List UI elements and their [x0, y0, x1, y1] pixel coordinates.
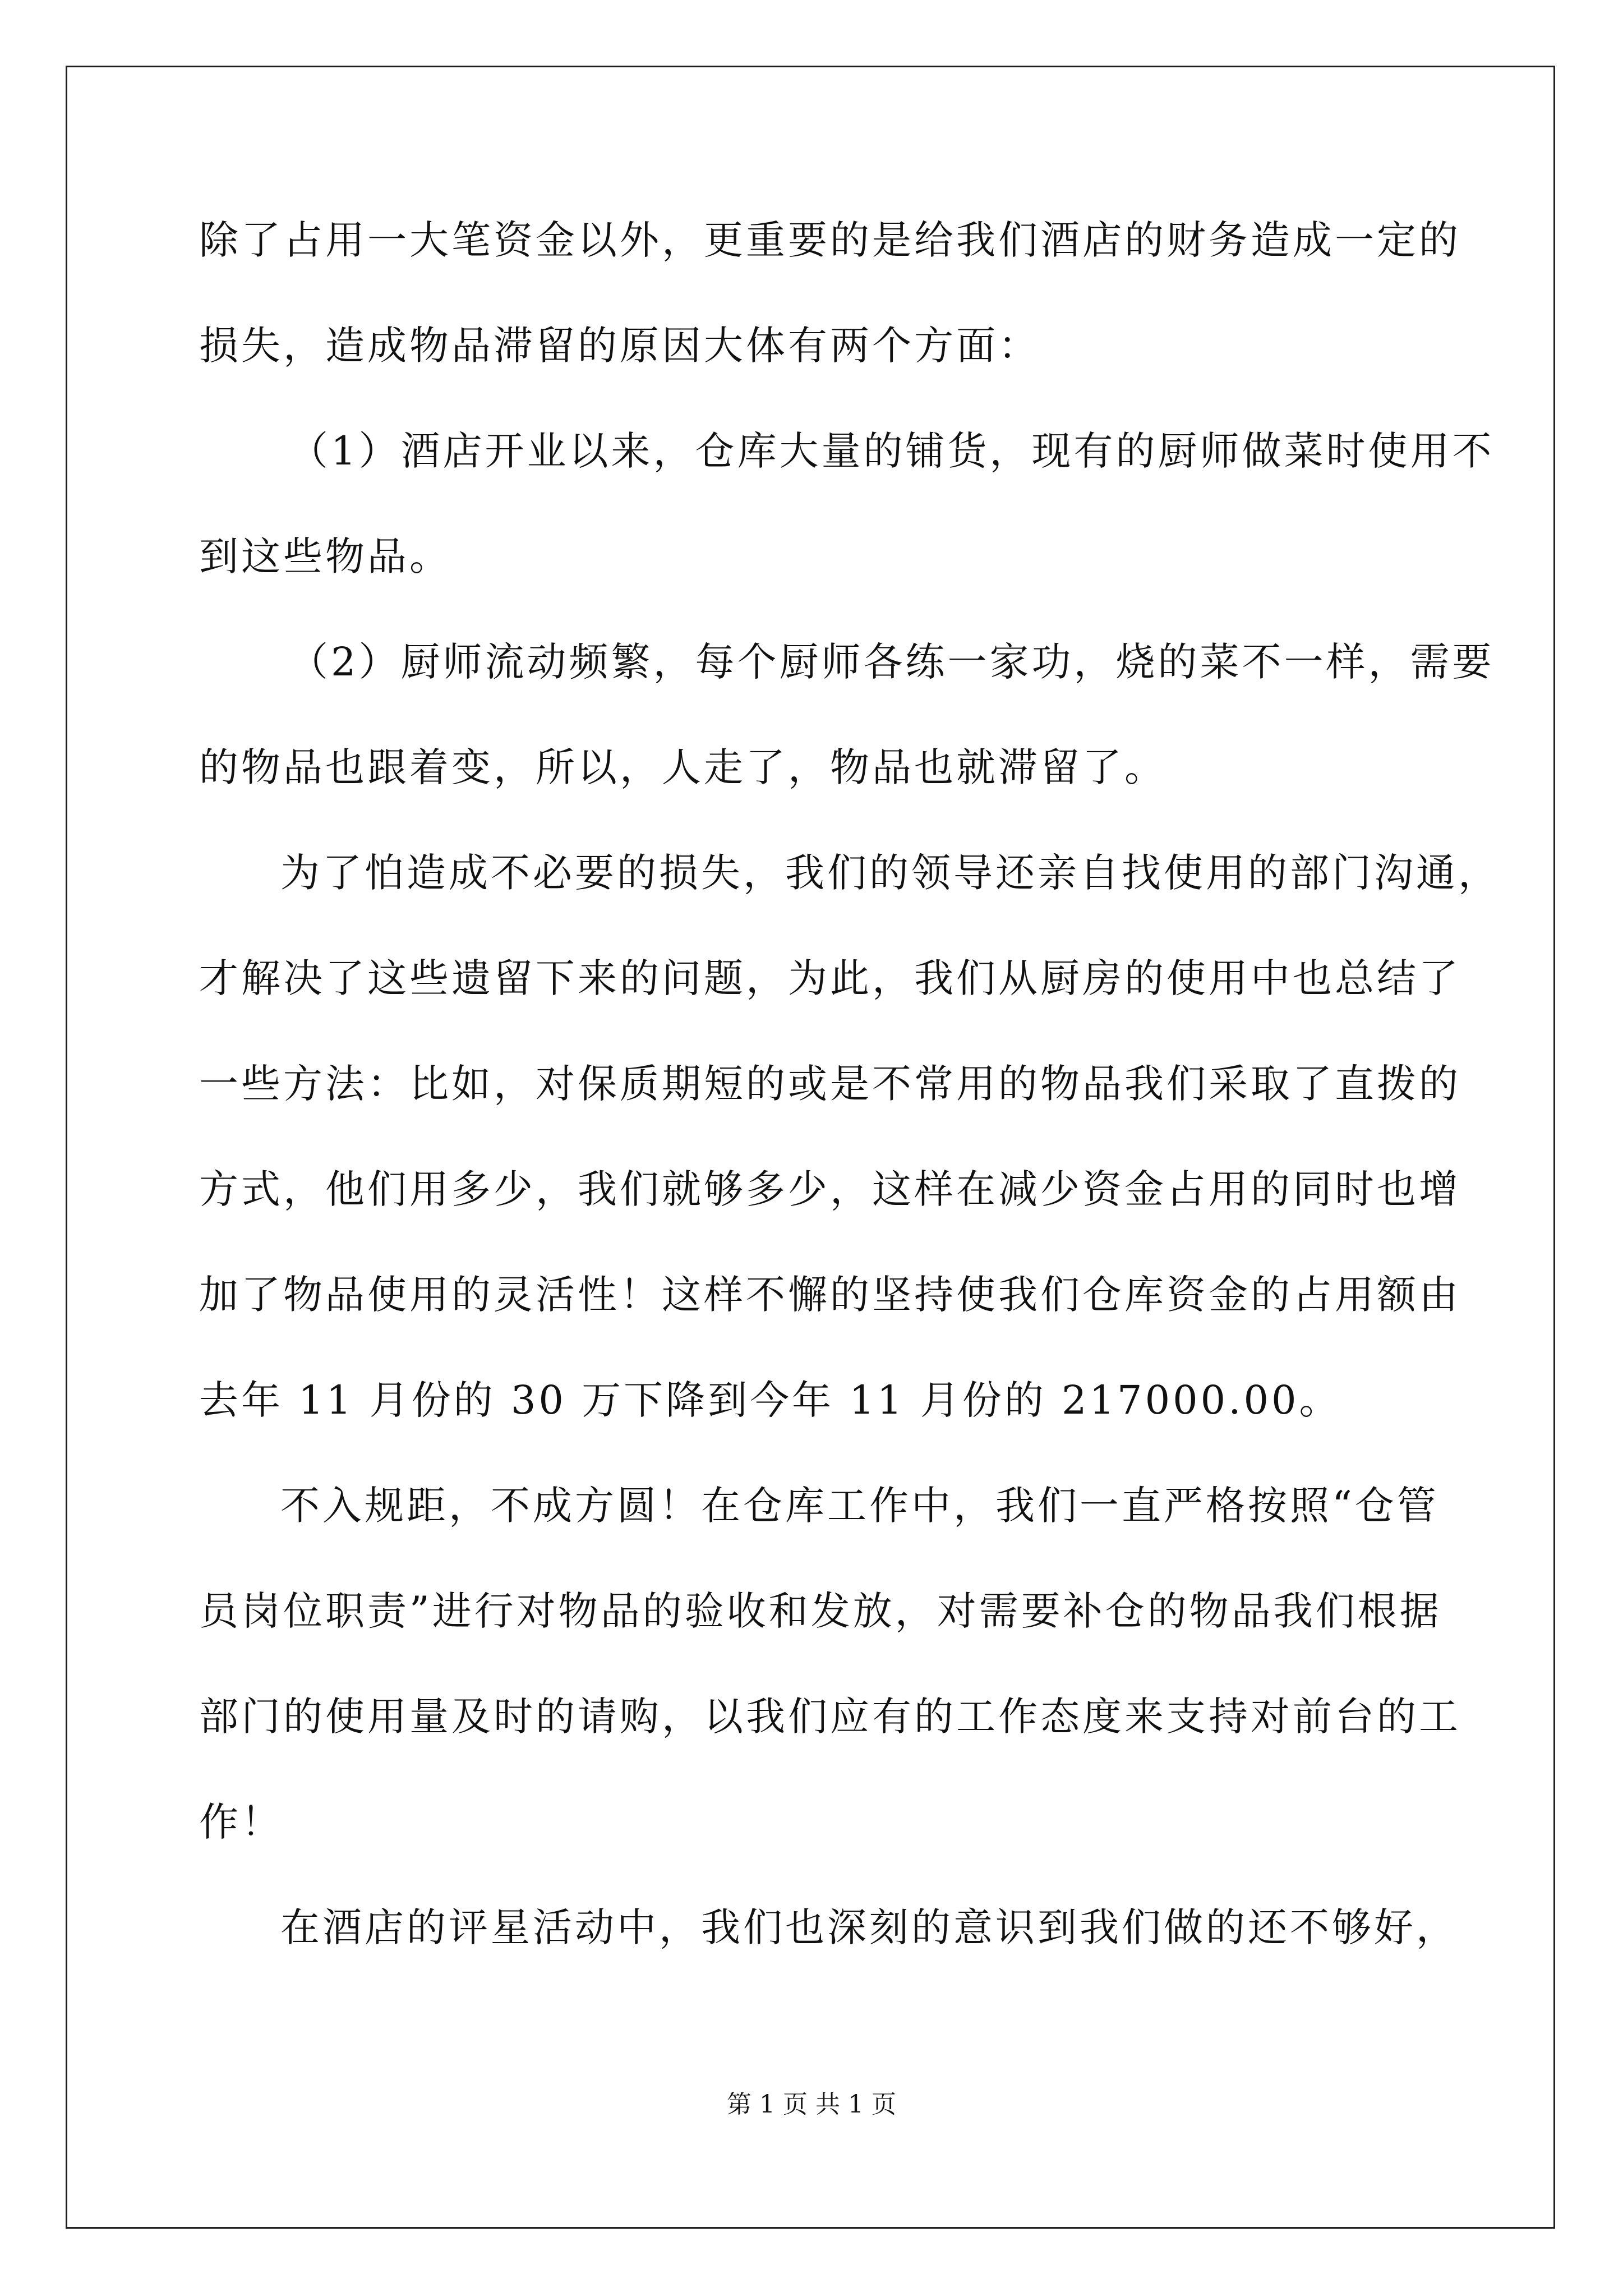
text-line: 才解决了这些遗留下来的问题，为此，我们从厨房的使用中也总结了	[199, 955, 1461, 1001]
text-line: 去年 11 月份的 30 万下降到今年 11 月份的 217000.00。	[199, 1377, 1341, 1423]
text-line: 到这些物品。	[199, 533, 451, 579]
text-line: （1）酒店开业以来，仓库大量的铺货，现有的厨师做菜时使用不	[289, 428, 1495, 474]
text-line: 加了物品使用的灵活性！这样不懈的坚持使我们仓库资金的占用额由	[199, 1272, 1461, 1318]
text-line: 方式，他们用多少，我们就够多少，这样在减少资金占用的同时也增	[199, 1166, 1461, 1212]
text-line: （2）厨师流动频繁，每个厨师各练一家功，烧的菜不一样，需要	[289, 639, 1495, 685]
text-line: 损失，造成物品滞留的原因大体有两个方面：	[199, 323, 1040, 369]
text-line: 的物品也跟着变，所以，人走了，物品也就滞留了。	[199, 744, 1166, 790]
page-footer: 第 1 页 共 1 页	[727, 2090, 896, 2119]
text-line: 为了怕造成不必要的损失，我们的领导还亲自找使用的部门沟通，	[280, 850, 1500, 896]
text-line: 不入规距，不成方圆！在仓库工作中，我们一直严格按照“仓管	[280, 1483, 1439, 1529]
text-line: 除了占用一大笔资金以外，更重要的是给我们酒店的财务造成一定的	[199, 217, 1461, 263]
text-line: 一些方法：比如，对保质期短的或是不常用的物品我们采取了直拨的	[199, 1061, 1461, 1107]
text-line: 作！	[199, 1799, 283, 1845]
text-line: 员岗位职责”进行对物品的验收和发放，对需要补仓的物品我们根据	[199, 1588, 1442, 1634]
text-line: 部门的使用量及时的请购，以我们应有的工作态度来支持对前台的工	[199, 1694, 1461, 1740]
text-line: 在酒店的评星活动中，我们也深刻的意识到我们做的还不够好，	[280, 1904, 1458, 1950]
